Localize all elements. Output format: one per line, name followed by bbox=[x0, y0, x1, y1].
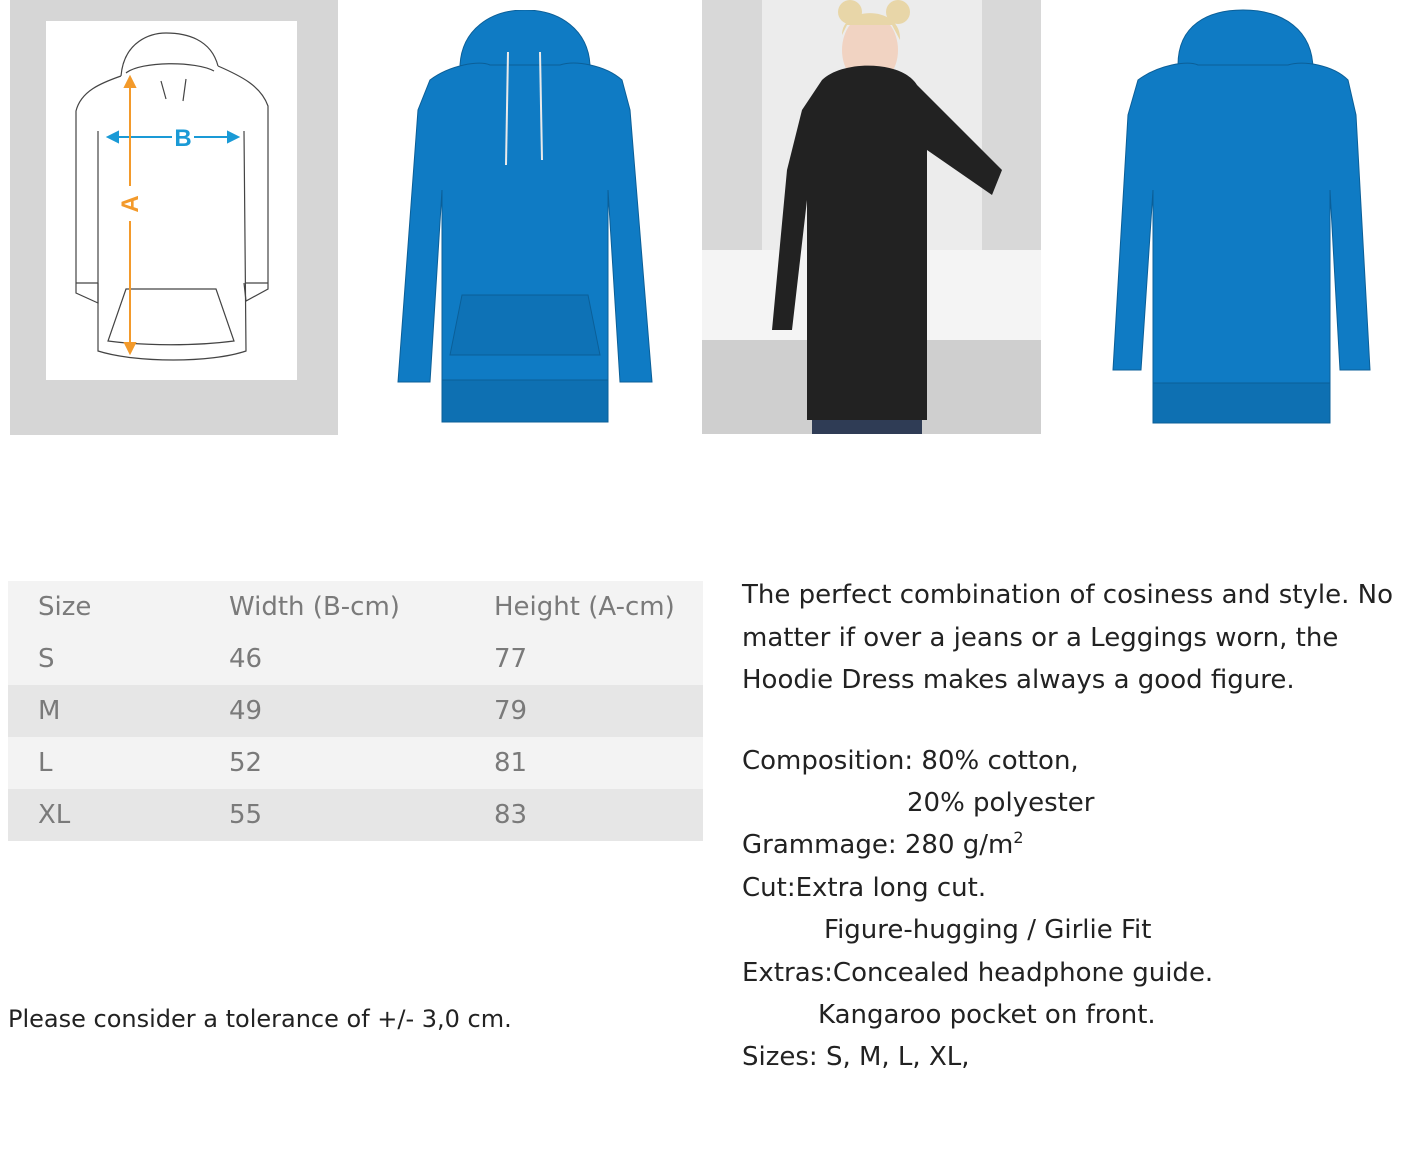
table-row bbox=[8, 737, 703, 789]
hoodie-front-image bbox=[390, 10, 660, 425]
header-size: Size bbox=[38, 592, 92, 622]
cell-height: 83 bbox=[494, 800, 528, 830]
cell-width: 46 bbox=[229, 644, 263, 674]
tolerance-note: Please consider a tolerance of +/- 3,0 cm. bbox=[8, 1005, 512, 1033]
header-width: Width (B-cm) bbox=[229, 592, 400, 622]
table-header-row bbox=[8, 581, 703, 633]
table-row bbox=[8, 789, 703, 841]
dimension-a-label: A bbox=[117, 195, 144, 213]
table-row bbox=[8, 685, 703, 737]
extras-line-1: Extras:Concealed headphone guide. bbox=[742, 958, 1214, 988]
model-photo bbox=[702, 0, 1041, 434]
cell-height: 77 bbox=[494, 644, 528, 674]
cell-size: L bbox=[38, 748, 53, 778]
cell-width: 55 bbox=[229, 800, 263, 830]
cell-height: 79 bbox=[494, 696, 528, 726]
grammage-superscript: 2 bbox=[1013, 828, 1024, 847]
grammage-text: Grammage: 280 g/m bbox=[742, 830, 1014, 860]
cut-line-2: Figure-hugging / Girlie Fit bbox=[824, 915, 1152, 945]
cell-size: M bbox=[38, 696, 61, 726]
grammage-line bbox=[742, 830, 1024, 860]
product-description bbox=[742, 574, 1414, 702]
cut-line-1: Cut:Extra long cut. bbox=[742, 873, 987, 903]
table-row bbox=[8, 633, 703, 685]
size-diagram-panel bbox=[10, 0, 338, 435]
cell-size: S bbox=[38, 644, 55, 674]
size-table bbox=[8, 581, 703, 841]
hoodie-outline-diagram bbox=[46, 21, 297, 380]
intro-text: The perfect combination of cosiness and style. No matter if over a jeans or a Leggings worn, the Hoodie Dress makes always a good figure. bbox=[742, 580, 1393, 695]
extras-line-2: Kangaroo pocket on front. bbox=[818, 1000, 1156, 1030]
dimension-b-label: B bbox=[174, 125, 192, 152]
composition-line-1: Composition: 80% cotton, bbox=[742, 746, 1079, 776]
sizes-line: Sizes: S, M, L, XL, bbox=[742, 1042, 970, 1072]
cell-width: 49 bbox=[229, 696, 263, 726]
size-diagram bbox=[46, 21, 297, 380]
cell-size: XL bbox=[38, 800, 71, 830]
header-height: Height (A-cm) bbox=[494, 592, 675, 622]
cell-height: 81 bbox=[494, 748, 528, 778]
cell-width: 52 bbox=[229, 748, 263, 778]
hoodie-back-image bbox=[1108, 5, 1373, 425]
composition-line-2: 20% polyester bbox=[907, 788, 1095, 818]
